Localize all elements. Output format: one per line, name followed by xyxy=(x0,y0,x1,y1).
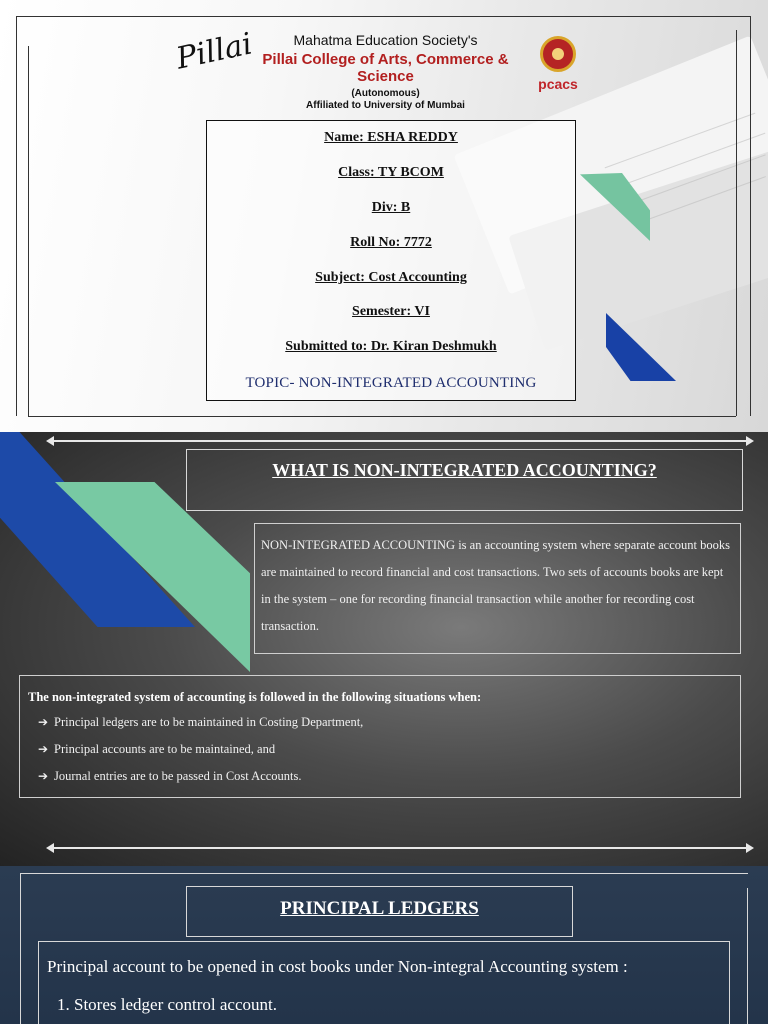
frame-bottom-line xyxy=(28,416,736,417)
frame-left-line xyxy=(20,873,21,1024)
semester: Semester: VI xyxy=(352,304,430,319)
student-info-box xyxy=(206,120,576,401)
college-emblem xyxy=(536,36,580,100)
seal-icon xyxy=(540,36,576,72)
list-item: ➔ Principal ledgers are to be maintained in Costing Department, xyxy=(28,709,732,736)
arrow-right-icon: ➔ xyxy=(38,769,49,783)
autonomous-label: (Autonomous) xyxy=(351,88,420,99)
definition-text: NON-INTEGRATED ACCOUNTING is an accounting system where separate account books are maintained to record financial and cost transactions. Two sets of accounts books are kept in the system – one for recording financial transaction while another for recording cost transaction. xyxy=(254,523,741,654)
frame-right-inner-line xyxy=(736,30,737,416)
principal-ledgers-box xyxy=(38,941,730,1024)
student-class: Class: TY BCOM xyxy=(338,165,444,180)
college-name: Pillai College of Arts, Commerce & Science xyxy=(262,51,509,85)
principal-ledgers-title: PRINCIPAL LEDGERS xyxy=(186,886,573,937)
society-name: Mahatma Education Society's xyxy=(293,32,478,48)
situations-lead: The non-integrated system of accounting is followed in the following situations when: xyxy=(28,690,482,704)
student-roll: Roll No: 7772 xyxy=(350,235,432,250)
emblem-text: pcacs xyxy=(538,76,578,92)
situations-list xyxy=(28,709,732,790)
student-div: Div: B xyxy=(371,200,411,215)
list-item: ➔ Principal accounts are to be maintained, and xyxy=(28,736,732,763)
bottom-double-arrow xyxy=(48,847,752,849)
affiliation-label: Affiliated to University of Mumbai xyxy=(306,100,465,111)
frame-top-line xyxy=(16,16,750,17)
frame-left-line xyxy=(16,16,17,416)
title-slide xyxy=(0,0,768,432)
top-double-arrow xyxy=(48,440,752,442)
frame-right-line xyxy=(750,16,751,416)
situations-box xyxy=(19,675,741,798)
list-item: ➔ Journal entries are to be passed in Cost Accounts. xyxy=(28,763,732,790)
arrow-right-icon: ➔ xyxy=(38,742,49,756)
principal-ledgers-intro: Principal account to be opened in cost books under Non-integral Accounting system : xyxy=(47,957,628,976)
frame-right-line xyxy=(747,888,748,1024)
student-name: Name: ESHA REDDY xyxy=(324,130,458,145)
definition-title: WHAT IS NON-INTEGRATED ACCOUNTING? xyxy=(186,449,743,511)
subject: Subject: Cost Accounting xyxy=(315,270,467,285)
definition-slide xyxy=(0,432,768,866)
submitted-to: Submitted to: Dr. Kiran Deshmukh xyxy=(285,339,497,354)
pillai-signature-logo: Pillai xyxy=(173,26,256,77)
blue-accent-shape xyxy=(606,313,676,381)
frame-top-line xyxy=(20,873,748,874)
college-header xyxy=(243,32,528,111)
topic-title: TOPIC- NON-INTEGRATED ACCOUNTING xyxy=(245,375,537,391)
frame-left-inner-line xyxy=(28,46,29,416)
list-item: 1. Stores ledger control account. xyxy=(57,995,277,1014)
arrow-right-icon: ➔ xyxy=(38,715,49,729)
principal-ledgers-slide xyxy=(0,866,768,1024)
